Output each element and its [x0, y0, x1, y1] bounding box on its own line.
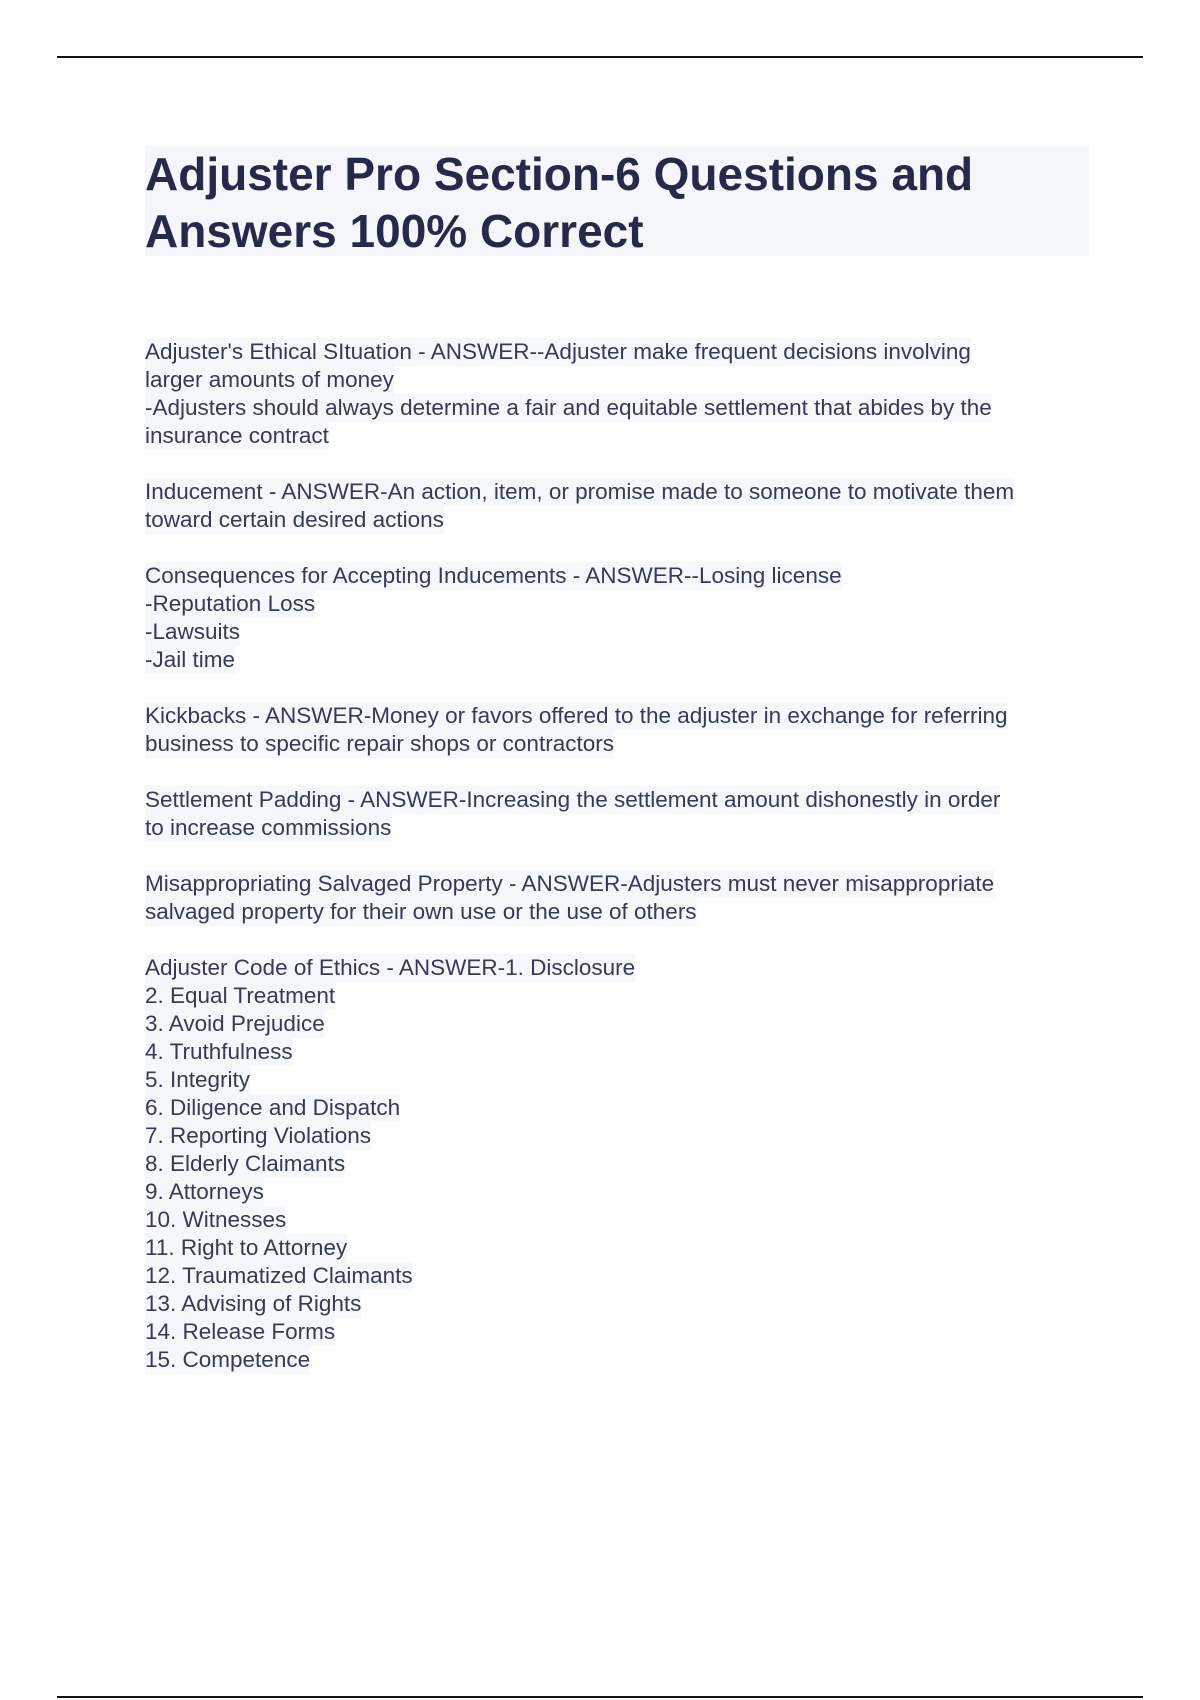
entry-line: 15. Competence: [145, 1347, 311, 1372]
entry-line: Consequences for Accepting Inducements - ANSWER--Losing license: [145, 563, 842, 588]
entry-line: 4. Truthfulness: [145, 1039, 293, 1064]
qa-entry-inducement: [145, 478, 1095, 534]
entry-line: business to specific repair shops or contractors: [145, 731, 614, 756]
qa-entry-code-of-ethics: [145, 954, 1095, 1374]
document-title: [145, 146, 1089, 260]
entry-line: -Jail time: [145, 647, 236, 672]
entry-line: 13. Advising of Rights: [145, 1291, 362, 1316]
title-line: Answers 100% Correct: [145, 205, 644, 257]
entry-line: -Reputation Loss: [145, 591, 316, 616]
entry-line: Adjuster's Ethical SItuation - ANSWER--Adjuster make frequent decisions involving: [145, 339, 971, 364]
entry-line: Kickbacks - ANSWER-Money or favors offered to the adjuster in exchange for referring: [145, 703, 1008, 728]
entry-line: 9. Attorneys: [145, 1179, 264, 1204]
entry-line: 10. Witnesses: [145, 1207, 287, 1232]
entry-line: Misappropriating Salvaged Property - ANSWER-Adjusters must never misappropriate: [145, 871, 995, 896]
entry-line: 11. Right to Attorney: [145, 1235, 348, 1260]
entry-line: 6. Diligence and Dispatch: [145, 1095, 401, 1120]
qa-entry-ethical-situation: [145, 338, 1095, 450]
entry-line: Adjuster Code of Ethics - ANSWER-1. Disclosure: [145, 955, 636, 980]
entry-line: -Lawsuits: [145, 619, 241, 644]
entry-line: salvaged property for their own use or the use of others: [145, 899, 697, 924]
qa-list: [145, 338, 1095, 1402]
qa-entry-settlement-padding: [145, 786, 1095, 842]
entry-line: to increase commissions: [145, 815, 392, 840]
entry-line: 7. Reporting Violations: [145, 1123, 371, 1148]
entry-line: 12. Traumatized Claimants: [145, 1263, 413, 1288]
entry-line: 3. Avoid Prejudice: [145, 1011, 325, 1036]
qa-entry-kickbacks: [145, 702, 1095, 758]
top-divider: [57, 56, 1143, 58]
entry-line: Settlement Padding - ANSWER-Increasing the settlement amount dishonestly in order: [145, 787, 1001, 812]
qa-entry-salvaged-property: [145, 870, 1095, 926]
title-line: Adjuster Pro Section-6 Questions and: [145, 148, 974, 200]
entry-line: Inducement - ANSWER-An action, item, or promise made to someone to motivate them: [145, 479, 1015, 504]
entry-line: insurance contract: [145, 423, 329, 448]
entry-line: 14. Release Forms: [145, 1319, 336, 1344]
qa-entry-consequences: [145, 562, 1095, 674]
entry-line: -Adjusters should always determine a fair and equitable settlement that abides by the: [145, 395, 992, 420]
entry-line: 5. Integrity: [145, 1067, 251, 1092]
entry-line: 2. Equal Treatment: [145, 983, 336, 1008]
entry-line: larger amounts of money: [145, 367, 394, 392]
title-block: [145, 146, 1089, 256]
entry-line: toward certain desired actions: [145, 507, 444, 532]
bottom-divider: [57, 1696, 1143, 1698]
entry-line: 8. Elderly Claimants: [145, 1151, 346, 1176]
